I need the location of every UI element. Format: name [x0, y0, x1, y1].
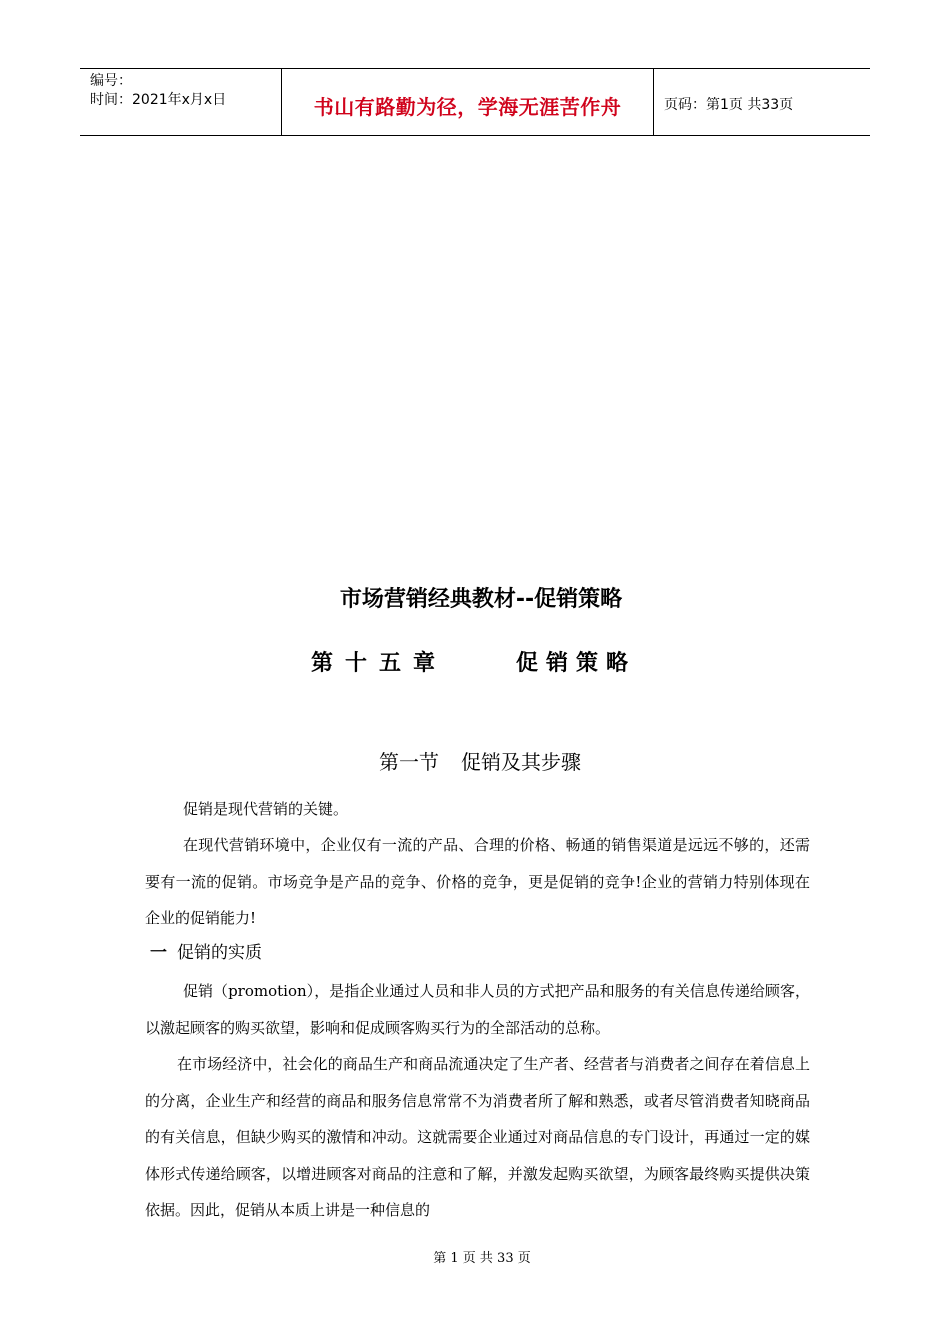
chapter-number: 第十五章: [311, 651, 448, 676]
header-right-cell: [654, 69, 870, 135]
document-title: 市场营销经典教材--促销策略: [339, 587, 623, 612]
header-left-cell: [80, 69, 281, 135]
section-name: 促销及其步骤: [461, 750, 581, 774]
paragraph-1: [145, 791, 810, 828]
section-number: 第一节: [379, 750, 439, 774]
paragraph-4: 在市场经济中，社会化的商品生产和商品流通决定了生产者、经营者与消费者之间存在着信息上的分离，企业生产和经营的商品和服务信息常常不为消费者所了解和熟悉，或者尽管消费者知晓商品的有关信息，但缺少购买的激情和冲动。这就需要企业通过对商品信息的专门设计，再通过一定的媒体形式传递给顾客，以增进顾客对商品的注意和了解，并激发起购买欲望，为顾客最终购买提供决策依据。因此，促销从本质上讲是一种信息的: [145, 1055, 810, 1219]
chapter-name: 促销策略: [516, 651, 637, 676]
page-footer: 第 1 页 共 33 页: [433, 1251, 531, 1266]
subheading-1-number: 一: [150, 943, 167, 963]
time-label: 时间：2021年x月x日: [90, 92, 227, 108]
subheading-1-text: 促销的实质: [177, 943, 262, 963]
chapter-heading: [311, 646, 637, 677]
paragraph-3: 促销（promotion），是指企业通过人员和非人员的方式把产品和服务的有关信息传递给顾客，以激起顾客的购买欲望，影响和促成顾客购买行为的全部活动的总称。: [145, 982, 810, 1037]
paragraph-1-text: 促销是现代营销的关键。: [183, 800, 349, 818]
paragraph-2: 在现代营销环境中，企业仅有一流的产品、合理的价格、畅通的销售渠道是远远不够的，还需要有一流的促销。市场竞争是产品的竞争、价格的竞争，更是促销的竞争!企业的营销力特别体现在企业的促销能力!: [145, 836, 810, 927]
page-header: [80, 68, 870, 136]
motto-text: 书山有路勤为径，学海无涯苦作舟: [313, 94, 622, 119]
section-heading: [379, 746, 581, 775]
subheading-1: [150, 938, 262, 963]
number-label: 编号：: [90, 73, 132, 89]
header-page-info: 页码：第1页 共33页: [664, 97, 794, 113]
header-middle-cell: [281, 69, 654, 135]
